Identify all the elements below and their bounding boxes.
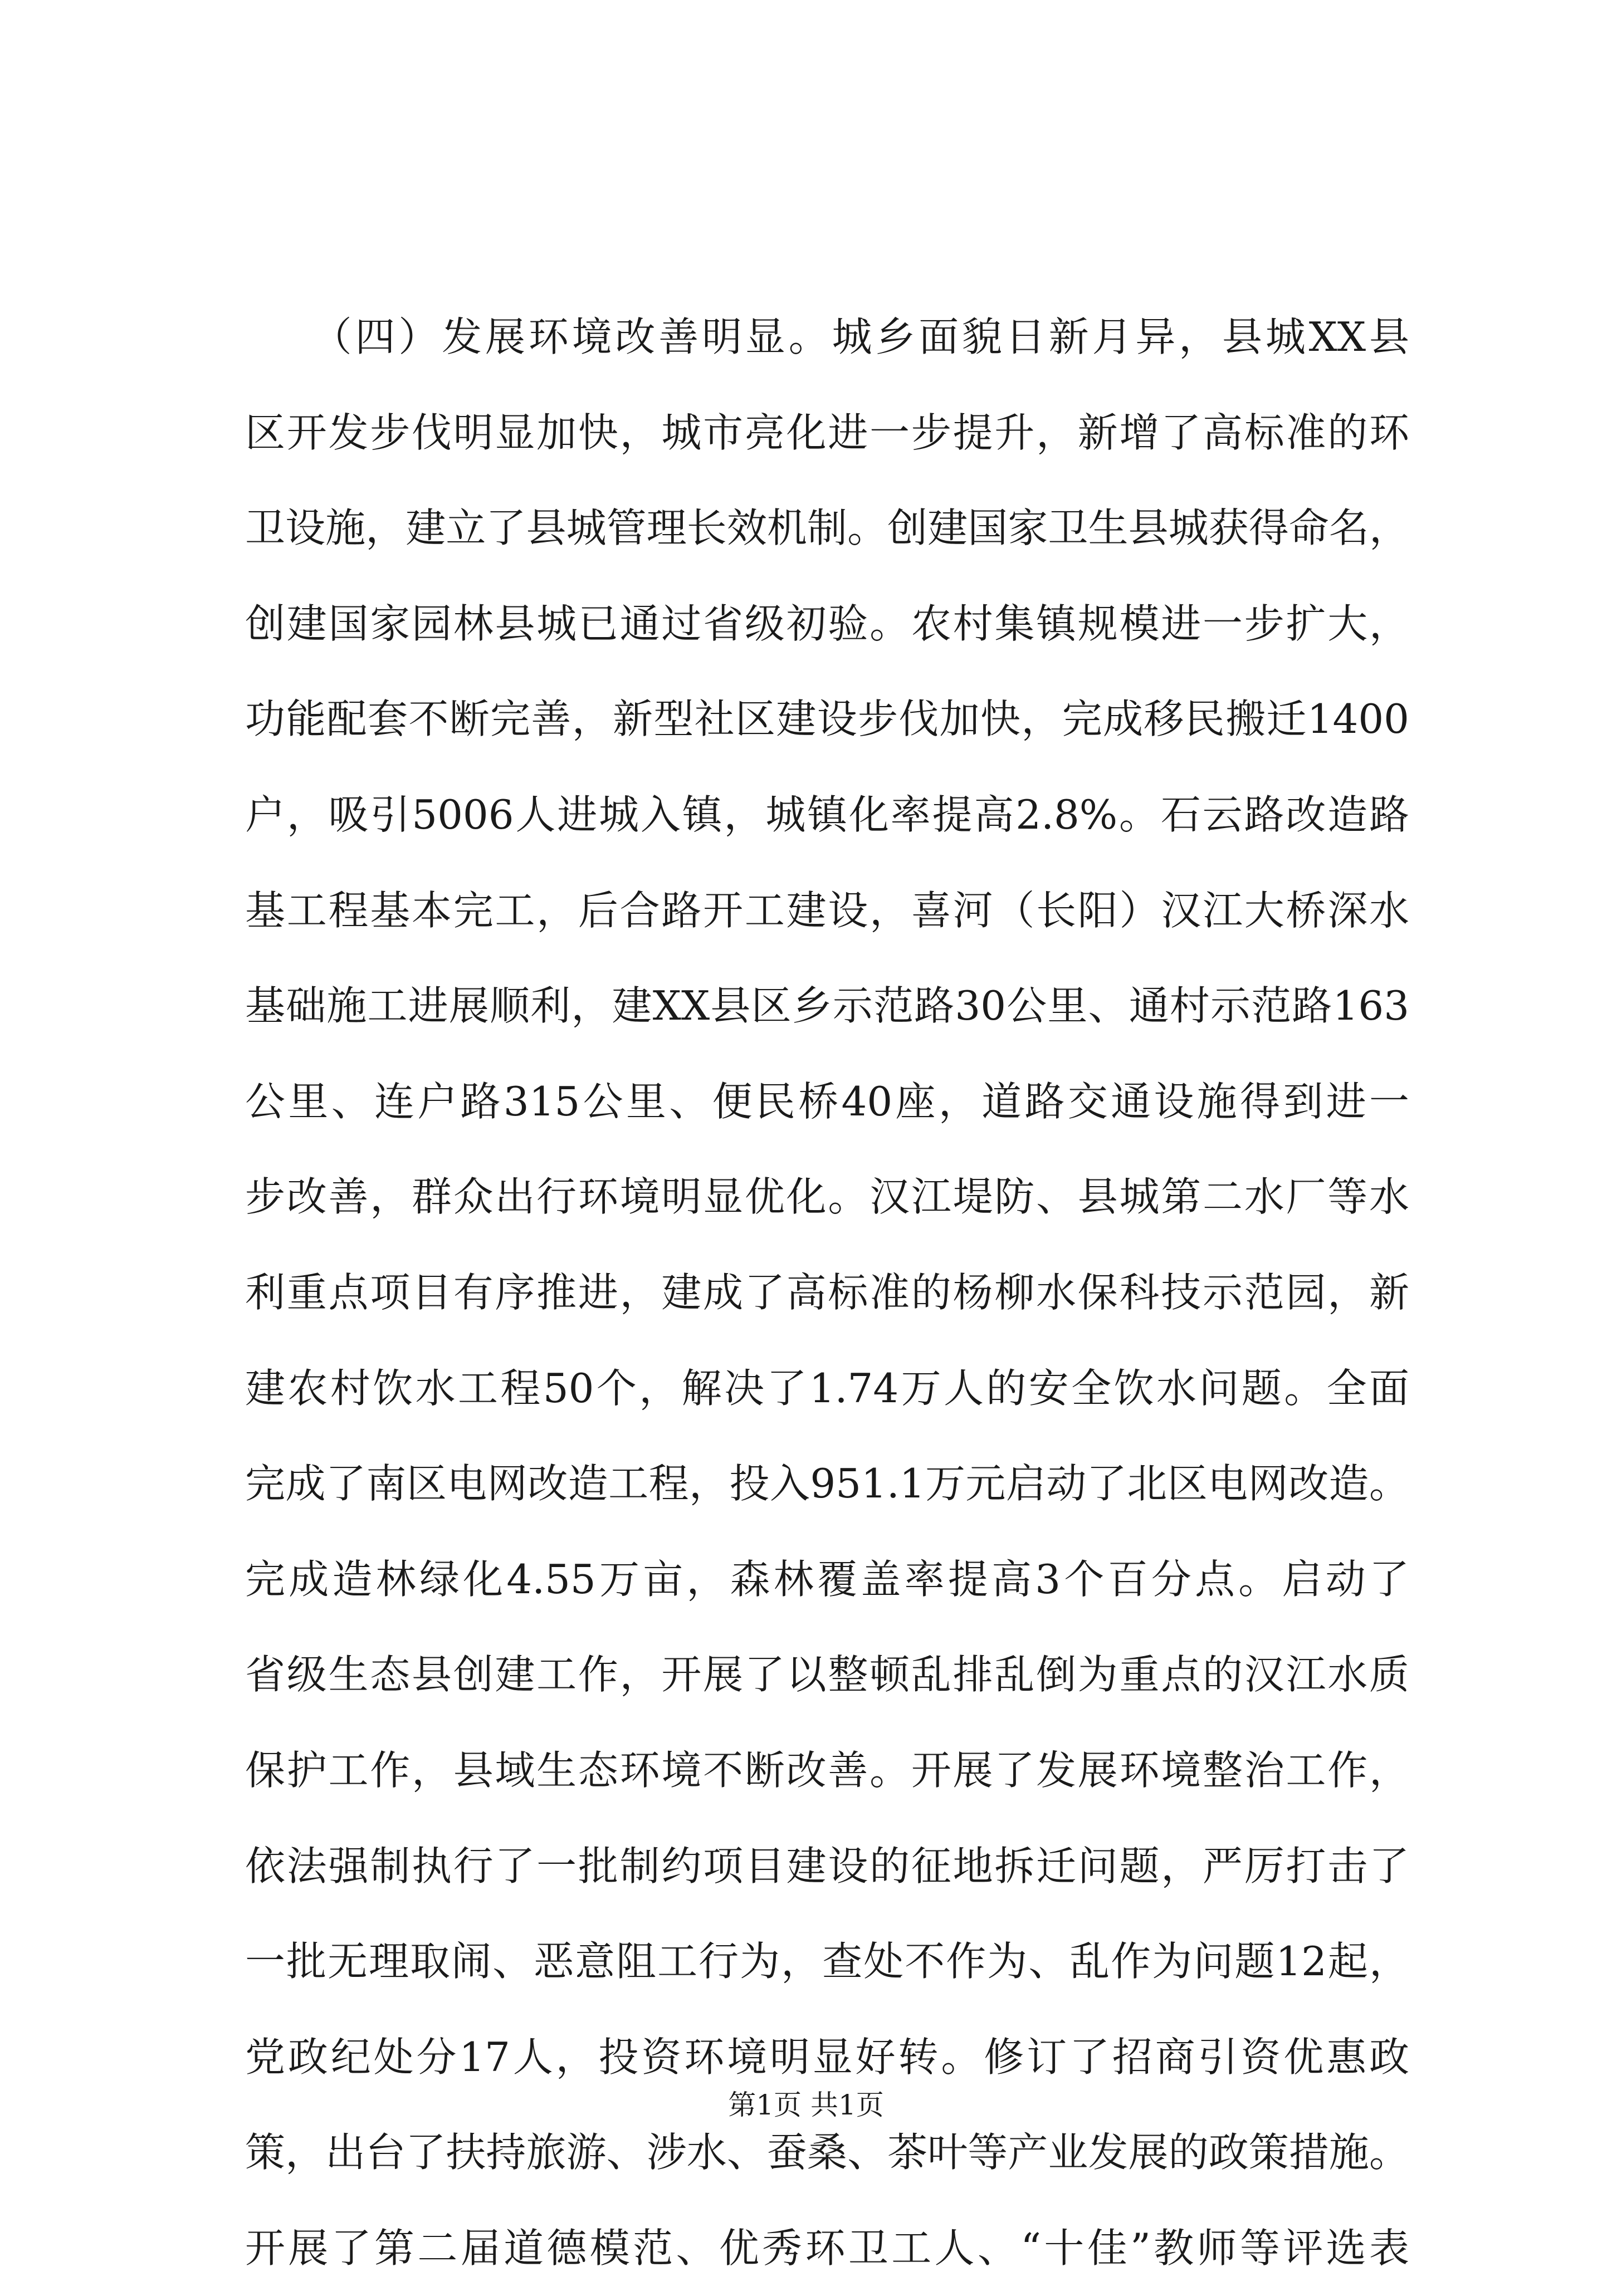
text-line: （四）发展环境改善明显。城乡面貌日新月异，县城XX县 (245, 314, 1409, 360)
text-line: 保护工作，县域生态环境不断改善。开展了发展环境整治工作， (245, 1746, 1409, 1794)
text-line: 完成了南区电网改造工程，投入951.1万元启动了北区电网改造。 (245, 1460, 1409, 1507)
text-line: 户，吸引5006人进城入镇，城镇化率提高2.8%。石云路改造路 (245, 791, 1409, 838)
text-line: 策，出台了扶持旅游、涉水、蚕桑、茶叶等产业发展的政策措施。 (245, 2129, 1409, 2176)
text-line: 基工程基本完工，后合路开工建设，喜河（长阳）汉江大桥深水 (245, 887, 1409, 934)
text-line: 建农村饮水工程50个，解决了1.74万人的安全饮水问题。全面 (245, 1364, 1409, 1412)
page-footer: 第1页 共1页 (728, 2089, 884, 2121)
text-line: 卫设施，建立了县城管理长效机制。创建国家卫生县城获得命名， (245, 505, 1409, 552)
text-line: 步改善，群众出行环境明显优化。汉江堤防、县城第二水厂等水 (245, 1173, 1409, 1221)
text-line: 党政纪处分17人，投资环境明显好转。修订了招商引资优惠政 (245, 2033, 1409, 2080)
body-paragraph (245, 290, 1409, 2296)
text-line: 区开发步伐明显加快，城市亮化进一步提升，新增了高标准的环 (245, 409, 1409, 456)
text-line: 基础施工进展顺利，建XX县区乡示范路30公里、通村示范路163 (245, 982, 1409, 1030)
text-line: 完成造林绿化4.55万亩，森林覆盖率提高3个百分点。启动了 (245, 1555, 1409, 1603)
text-line: 利重点项目有序推进，建成了高标准的杨柳水保科技示范园，新 (245, 1269, 1409, 1316)
text-line: 公里、连户路315公里、便民桥40座，道路交通设施得到进一 (245, 1078, 1409, 1125)
text-line: 创建国家园林县城已通过省级初验。农村集镇规模进一步扩大， (245, 600, 1409, 647)
text-line: 省级生态县创建工作，开展了以整顿乱排乱倒为重点的汉江水质 (245, 1651, 1409, 1698)
text-line: 一批无理取闹、恶意阻工行为，查处不作为、乱作为问题12起， (245, 1938, 1409, 1985)
text-line: 开展了第二届道德模范、优秀环卫工人、“十佳”教师等评选表 (245, 2224, 1409, 2271)
text-line: 功能配套不断完善，新型社区建设步伐加快，完成移民搬迁1400 (245, 696, 1409, 743)
text-line: 依法强制执行了一批制约项目建设的征地拆迁问题，严厉打击了 (245, 1842, 1409, 1889)
